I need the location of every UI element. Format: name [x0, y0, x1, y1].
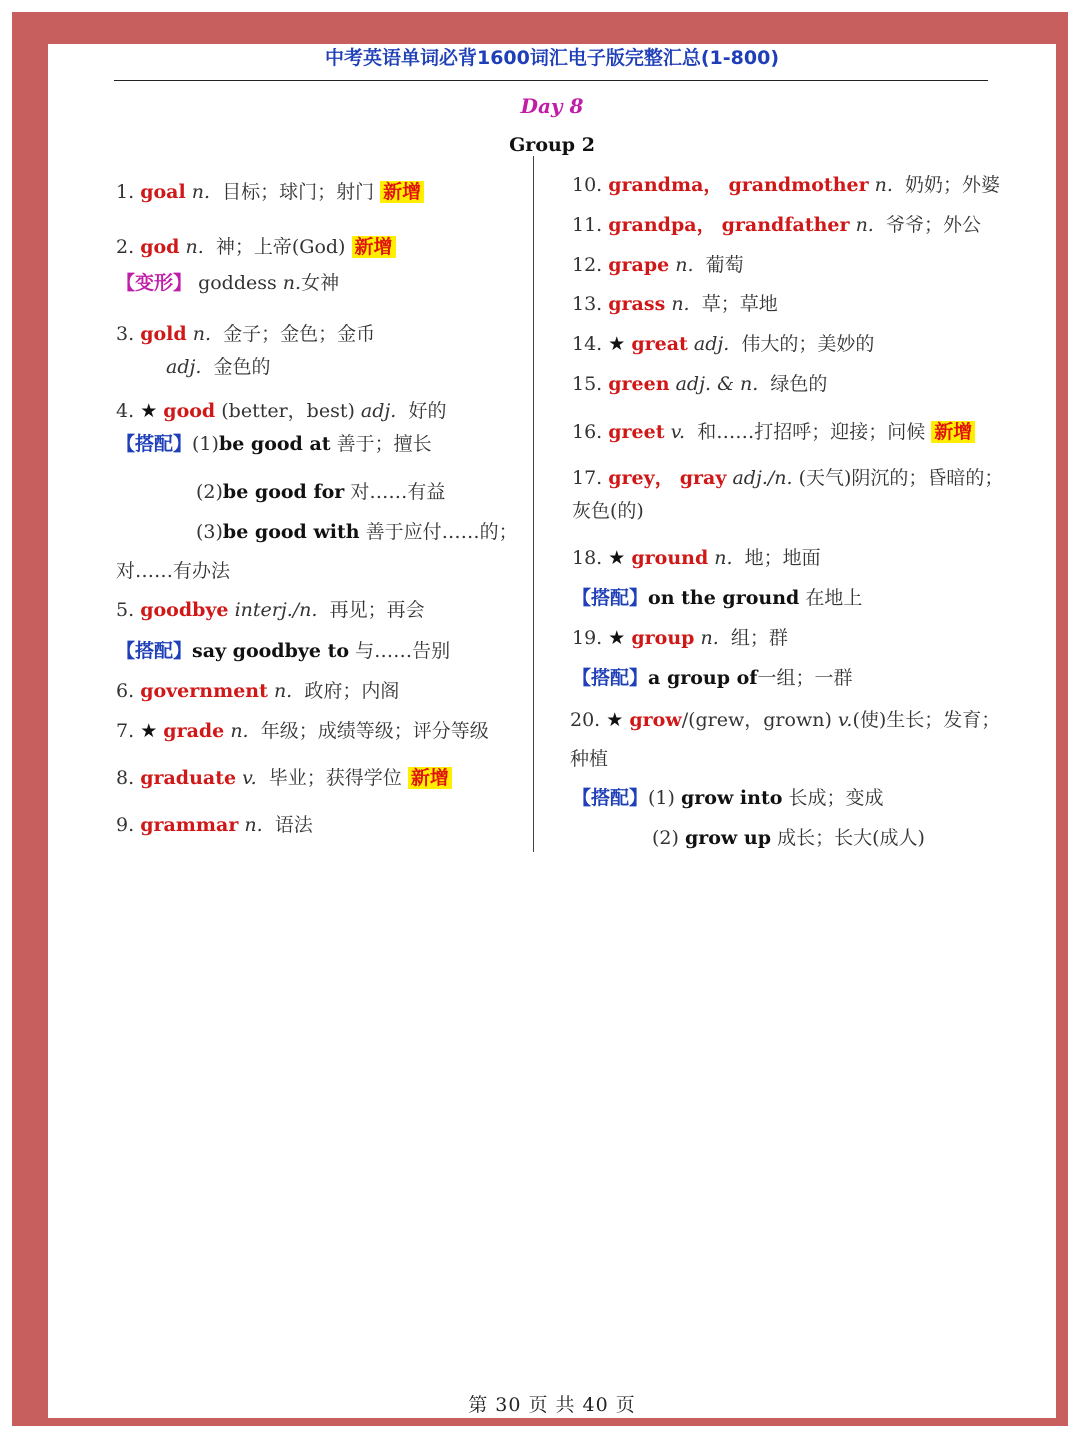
entry-word: government [140, 680, 268, 702]
collocation-meaning: 成长；长大(成人) [777, 827, 925, 849]
collocation-meaning: 对……有办法 [116, 560, 231, 582]
entry-3 [116, 321, 375, 347]
collocation-index: (1) [192, 433, 219, 455]
entry-17-cont [572, 498, 644, 524]
entry-word: grow [629, 709, 682, 731]
entry-4 [116, 398, 446, 424]
collocation-meaning: 在地上 [805, 587, 863, 609]
entry-meaning: 金色的 [213, 356, 271, 378]
part-of-speech: adj. & n. [675, 373, 759, 395]
part-of-speech: n. [191, 181, 211, 203]
entry-2-variant [116, 270, 339, 296]
column-divider [533, 156, 534, 852]
entry-number: 10. [572, 174, 603, 196]
entry-19 [572, 625, 788, 651]
entry-word: green [608, 373, 670, 395]
collocation-meaning: 对……有益 [350, 481, 446, 503]
word-forms: (better，best) [221, 400, 355, 422]
collocation-meaning: 与……告别 [355, 640, 451, 662]
entry-word: gold [140, 323, 187, 345]
entry-meaning: (天气)阴沉的；昏暗的； [798, 467, 1004, 489]
entry-meaning: 目标；球门；射门 [222, 181, 375, 203]
entry-word: grape [608, 254, 670, 276]
entry-1 [116, 179, 424, 205]
entry-number: 8. [116, 767, 135, 789]
group-title: Group 2 [509, 134, 595, 156]
entry-number: 7. [116, 720, 135, 742]
part-of-speech: v. [837, 709, 853, 731]
entry-number: 4. [116, 400, 135, 422]
entry-4-collocation-3-cont [116, 558, 230, 584]
collocation-index: (2) [652, 827, 679, 849]
part-of-speech: n. [282, 272, 302, 294]
part-of-speech: n. [244, 814, 263, 836]
entry-word: goodbye [140, 599, 229, 621]
entry-word: great [631, 333, 688, 355]
collocation-phrase: grow up [684, 827, 772, 849]
entry-meaning: 政府；内阁 [304, 680, 400, 702]
entry-8 [116, 765, 452, 791]
document-page [48, 44, 1056, 1418]
entry-word-alt: grandmother [728, 174, 869, 196]
part-of-speech: v. [242, 767, 257, 789]
entry-number: 20. [570, 709, 601, 731]
header-rule [114, 80, 988, 81]
entry-word-alt: gray [679, 467, 727, 489]
variant-meaning: 女神 [301, 272, 340, 294]
collocation-index: (3) [196, 521, 223, 543]
entry-4-collocation-3 [196, 519, 518, 545]
entry-number: 17. [572, 467, 603, 489]
entry-word: god [140, 236, 180, 258]
entry-meaning: 绿色的 [770, 373, 828, 395]
star-icon: ★ [608, 627, 626, 649]
entry-20-collocation-2 [652, 825, 925, 851]
part-of-speech: n. [192, 323, 211, 345]
entry-word: good [163, 400, 216, 422]
entry-meaning: 奶奶；外婆 [905, 174, 1001, 196]
entry-meaning: 组；群 [730, 627, 788, 649]
entry-word: grandma， [608, 174, 723, 196]
page-footer: 第 30 页 共 40 页 [468, 1394, 636, 1416]
entry-7 [116, 718, 489, 744]
part-of-speech: v. [670, 421, 686, 443]
word-forms: /(grew，grown) [681, 709, 832, 731]
entry-10 [572, 172, 1000, 198]
entry-meaning: (使)生长；发育； [852, 709, 1001, 731]
part-of-speech: n. [671, 293, 690, 315]
entry-number: 1. [116, 181, 135, 203]
entry-word: grandpa， [608, 214, 716, 236]
entry-20 [570, 707, 1000, 733]
entry-number: 14. [572, 333, 603, 355]
entry-word: graduate [140, 767, 237, 789]
entry-word: grass [608, 293, 666, 315]
entry-meaning: 伟大的；美妙的 [741, 333, 875, 355]
variant-tag: 【变形】 [116, 272, 193, 294]
collocation-phrase: on the ground [648, 587, 800, 609]
entry-5 [116, 597, 425, 623]
part-of-speech: n. [273, 680, 293, 702]
entry-18-collocation [572, 585, 862, 611]
entry-3-adj [166, 354, 271, 380]
entry-number: 11. [572, 214, 603, 236]
entry-16 [572, 419, 975, 445]
star-icon: ★ [606, 709, 624, 731]
entry-20-cont [570, 746, 608, 772]
entry-meaning: 金子；金色；金币 [223, 323, 376, 345]
entry-number: 13. [572, 293, 603, 315]
entry-18 [572, 545, 821, 571]
part-of-speech: n. [855, 214, 874, 236]
entry-word: grammar [140, 814, 239, 836]
entry-number: 12. [572, 254, 603, 276]
document-header-title: 中考英语单词必背1600词汇电子版完整汇总(1-800) [324, 47, 780, 69]
entry-number: 18. [572, 547, 603, 569]
entry-5-collocation [116, 638, 450, 664]
entry-17 [572, 465, 1003, 491]
part-of-speech: n. [874, 174, 893, 196]
new-badge: 新增 [931, 421, 975, 443]
entry-word: grade [163, 720, 225, 742]
collocation-index: (1) [648, 787, 675, 809]
page-border [12, 12, 1068, 1426]
new-badge: 新增 [352, 236, 396, 258]
entry-meaning: 地；地面 [744, 547, 821, 569]
part-of-speech: adj. [360, 400, 397, 422]
entry-2 [116, 234, 396, 260]
collocation-phrase: grow into [680, 787, 783, 809]
entry-word: greet [608, 421, 665, 443]
entry-meaning: 再见；再会 [329, 599, 425, 621]
collocation-phrase: be good with [222, 521, 360, 543]
entry-meaning: 葡萄 [705, 254, 744, 276]
entry-meaning: 年级；成绩等级；评分等级 [260, 720, 489, 742]
entry-word: ground [631, 547, 709, 569]
entry-word: group [631, 627, 695, 649]
collocation-tag: 【搭配】 [116, 640, 193, 662]
star-icon: ★ [140, 720, 158, 742]
collocation-phrase: say goodbye to [192, 640, 350, 662]
part-of-speech: n. [700, 627, 719, 649]
entry-word: grey， [608, 467, 674, 489]
entry-meaning: 草；草地 [701, 293, 778, 315]
part-of-speech: n. [230, 720, 249, 742]
entry-11 [572, 212, 981, 238]
entry-word-alt: grandfather [721, 214, 850, 236]
entry-meaning: 毕业；获得学位 [268, 767, 402, 789]
collocation-tag: 【搭配】 [572, 667, 649, 689]
part-of-speech: adj./n. [732, 467, 793, 489]
entry-13 [572, 291, 778, 317]
collocation-meaning: 长成；变成 [788, 787, 884, 809]
entry-number: 2. [116, 236, 135, 258]
day-title: Day 8 [520, 94, 584, 118]
star-icon: ★ [140, 400, 158, 422]
collocation-meaning: 一组；一群 [757, 667, 853, 689]
entry-number: 9. [116, 814, 135, 836]
entry-4-collocation-2 [196, 479, 445, 505]
new-badge: 新增 [408, 767, 452, 789]
entry-meaning: 语法 [274, 814, 313, 836]
part-of-speech: n. [675, 254, 694, 276]
collocation-meaning: 善于；擅长 [336, 433, 432, 455]
collocation-meaning: 善于应付……的； [365, 521, 518, 543]
entry-meaning: 灰色(的) [572, 500, 644, 522]
entry-meaning: 种植 [570, 748, 609, 770]
entry-number: 6. [116, 680, 135, 702]
new-badge: 新增 [380, 181, 424, 203]
collocation-index: (2) [196, 481, 223, 503]
entry-meaning: 好的 [408, 400, 447, 422]
entry-number: 15. [572, 373, 603, 395]
part-of-speech: adj. [166, 356, 202, 378]
entry-4-collocation-1 [116, 431, 432, 457]
entry-20-collocation-1 [572, 785, 883, 811]
collocation-tag: 【搭配】 [572, 587, 649, 609]
entry-number: 3. [116, 323, 135, 345]
part-of-speech: n. [714, 547, 733, 569]
entry-9 [116, 812, 313, 838]
entry-15 [572, 371, 827, 397]
variant-word: goddess [198, 272, 277, 294]
entry-19-collocation [572, 665, 853, 691]
collocation-phrase: be good at [218, 433, 331, 455]
part-of-speech: adj. [693, 333, 730, 355]
entry-number: 16. [572, 421, 603, 443]
entry-meaning: 爷爷；外公 [885, 214, 981, 236]
entry-6 [116, 678, 399, 704]
part-of-speech: interj./n. [234, 599, 318, 621]
star-icon: ★ [608, 333, 626, 355]
entry-word: goal [140, 181, 186, 203]
entry-meaning: 神；上帝(God) [215, 236, 346, 258]
part-of-speech: n. [185, 236, 204, 258]
collocation-tag: 【搭配】 [572, 787, 649, 809]
entry-number: 19. [572, 627, 603, 649]
entry-12 [572, 252, 744, 278]
entry-14 [572, 331, 874, 357]
star-icon: ★ [608, 547, 626, 569]
collocation-tag: 【搭配】 [116, 433, 193, 455]
collocation-phrase: be good for [222, 481, 345, 503]
collocation-phrase: a group of [648, 667, 758, 689]
entry-meaning: 和……打招呼；迎接；问候 [697, 421, 926, 443]
entry-number: 5. [116, 599, 135, 621]
